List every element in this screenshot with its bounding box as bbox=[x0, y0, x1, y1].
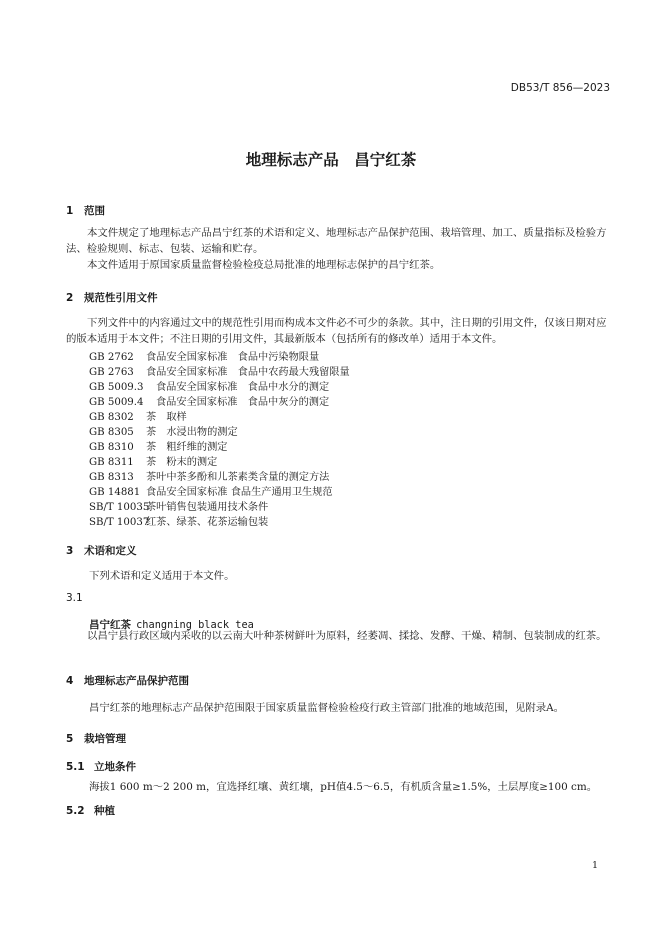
reference-code: GB 8311 bbox=[89, 457, 134, 468]
reference-code: GB 8302 bbox=[89, 412, 134, 423]
subsection-5-1-heading bbox=[66, 759, 136, 774]
section-3-intro: 下列术语和定义适用于本文件。 bbox=[89, 570, 235, 582]
reference-name: 茶叶中茶多酚和儿茶素类含量的测定方法 bbox=[146, 472, 330, 483]
section-title: 术语和定义 bbox=[84, 545, 137, 557]
reference-code: GB 5009.4 bbox=[89, 397, 144, 408]
reference-code: GB 8305 bbox=[89, 427, 134, 438]
reference-item bbox=[89, 408, 187, 423]
section-number: 2 bbox=[66, 292, 74, 304]
reference-code: GB 14881 bbox=[89, 487, 141, 498]
subsection-3-1-number: 3.1 bbox=[66, 592, 83, 604]
section-2-heading bbox=[66, 290, 158, 305]
section-1-heading bbox=[66, 203, 105, 218]
section-number: 1 bbox=[66, 205, 74, 217]
reference-code: GB 2762 bbox=[89, 352, 134, 363]
reference-item bbox=[89, 378, 329, 393]
section-5-heading bbox=[66, 731, 126, 746]
reference-code: GB 8310 bbox=[89, 442, 134, 453]
section-4-text: 昌宁红茶的地理标志产品保护范围限于国家质量监督检验检疫行政主管部门批准的地域范围，见附录A。 bbox=[89, 702, 565, 714]
document-title: 地理标志产品 昌宁红茶 bbox=[245, 151, 417, 169]
reference-name: 食品安全国家标准 食品中灰分的测定 bbox=[156, 397, 330, 408]
subsection-5-1-text: 海拔1 600 m～2 200 m，宜选择红壤、黄红壤，pH值4.5～6.5，有机质含量≥1.5%，土层厚度≥100 cm。 bbox=[89, 781, 598, 793]
section-1-paragraph-2: 本文件适用于原国家质量监督检验检疫总局批准的地理标志保护的昌宁红茶。 bbox=[87, 259, 441, 271]
reference-item bbox=[89, 363, 350, 378]
standard-number: DB53/T 856—2023 bbox=[510, 82, 610, 94]
reference-name: 食品安全国家标准 食品中农药最大残留限量 bbox=[146, 367, 350, 378]
term-definition: 以昌宁县行政区域内采收的以云南大叶种茶树鲜叶为原料，经萎凋、揉捻、发酵、干燥、精制、包装制成的红茶。 bbox=[87, 630, 607, 642]
reference-item bbox=[89, 348, 319, 363]
reference-item bbox=[89, 513, 268, 528]
term-chinese: 昌宁红茶 bbox=[89, 619, 131, 631]
reference-item bbox=[89, 438, 228, 453]
reference-item bbox=[89, 468, 329, 483]
reference-name: 茶 粗纤维的测定 bbox=[146, 442, 228, 453]
reference-item bbox=[89, 423, 238, 438]
page-number: 1 bbox=[591, 860, 598, 871]
reference-name: 红茶、绿茶、花茶运输包装 bbox=[146, 517, 269, 528]
reference-code: GB 2763 bbox=[89, 367, 134, 378]
section-title: 栽培管理 bbox=[84, 733, 126, 745]
reference-code: SB/T 10037 bbox=[89, 517, 150, 528]
section-3-heading bbox=[66, 543, 137, 558]
reference-name: 茶叶销售包装通用技术条件 bbox=[146, 502, 269, 513]
subsection-number: 5.1 bbox=[66, 761, 85, 773]
reference-item bbox=[89, 393, 329, 408]
reference-name: 茶 取样 bbox=[146, 412, 187, 423]
section-2-intro: 下列文件中的内容通过文中的规范性引用而构成本文件必不可少的条款。其中，注日期的引用文件，仅该日期对应的版本适用于本文件；不注日期的引用文件，其最新版本（包括所有的修改单）适用于本文件。 bbox=[66, 317, 607, 345]
reference-item bbox=[89, 483, 333, 498]
reference-code: GB 5009.3 bbox=[89, 382, 144, 393]
section-1-paragraph-1: 本文件规定了地理标志产品昌宁红茶的术语和定义、地理标志产品保护范围、栽培管理、加工、质量指标及检验方法、检验规则、标志、包装、运输和贮存。 bbox=[66, 227, 607, 255]
subsection-title: 立地条件 bbox=[94, 761, 136, 773]
reference-name: 茶 粉末的测定 bbox=[146, 457, 218, 468]
section-title: 地理标志产品保护范围 bbox=[84, 675, 189, 687]
section-4-heading bbox=[66, 673, 189, 688]
reference-name: 食品安全国家标准 食品中水分的测定 bbox=[156, 382, 330, 393]
reference-name: 食品安全国家标准 食品生产通用卫生规范 bbox=[146, 487, 333, 498]
reference-name: 食品安全国家标准 食品中污染物限量 bbox=[146, 352, 320, 363]
section-title: 范围 bbox=[84, 205, 105, 217]
reference-code: GB 8313 bbox=[89, 472, 134, 483]
reference-code: SB/T 10035 bbox=[89, 502, 150, 513]
subsection-number: 5.2 bbox=[66, 805, 85, 817]
reference-item bbox=[89, 498, 268, 513]
section-number: 5 bbox=[66, 733, 74, 745]
subsection-5-2-heading bbox=[66, 803, 115, 818]
section-title: 规范性引用文件 bbox=[84, 292, 158, 304]
section-number: 4 bbox=[66, 675, 74, 687]
section-number: 3 bbox=[66, 545, 74, 557]
reference-item bbox=[89, 453, 217, 468]
term-english: changning black tea bbox=[136, 619, 254, 631]
subsection-title: 种植 bbox=[94, 805, 115, 817]
reference-name: 茶 水浸出物的测定 bbox=[146, 427, 238, 438]
